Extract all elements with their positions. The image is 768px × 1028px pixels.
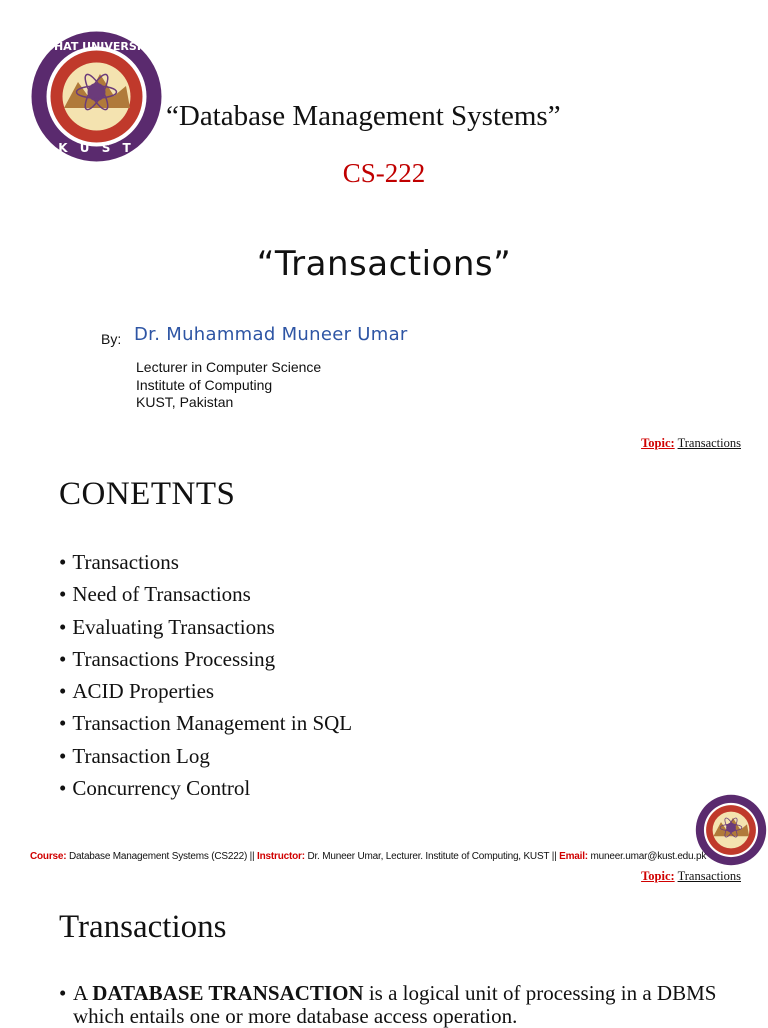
affiliation-line: KUST, Pakistan xyxy=(136,394,234,410)
slide-title: “Transactions” xyxy=(256,244,512,284)
list-item: • Transaction Log xyxy=(59,742,352,774)
para-rest: is a logical unit of processing in a DBMS which entails one or more database access operation. xyxy=(73,981,717,1028)
list-item: • Concurrency Control xyxy=(59,774,352,806)
by-label: By: xyxy=(101,331,122,347)
course-title: “Database Management Systems” xyxy=(166,100,561,132)
topic-tag xyxy=(641,869,741,884)
footer-course-value: Database Management Systems (CS222) || xyxy=(68,851,255,862)
bullet-icon: • xyxy=(59,981,67,1005)
topic-label: Topic: xyxy=(641,436,675,450)
topic-tag xyxy=(641,436,741,451)
logo-bottom-letters: K U S T xyxy=(58,141,135,155)
para-bold-term: DATABASE TRANSACTION xyxy=(92,981,364,1005)
list-item: • Evaluating Transactions xyxy=(59,613,352,645)
para-prefix: A xyxy=(73,981,93,1005)
topic-value: Transactions xyxy=(677,436,741,450)
affiliation-line: Institute of Computing xyxy=(136,376,273,393)
footer-email-value: muneer.umar@kust.edu.pk xyxy=(590,851,707,862)
footer-course-label: Course: xyxy=(30,851,67,862)
section-heading: Transactions xyxy=(59,909,227,945)
contents-list xyxy=(59,548,352,806)
list-item: • ACID Properties xyxy=(59,677,352,709)
course-code: CS-222 xyxy=(342,158,426,188)
list-item: • Transactions Processing xyxy=(59,645,352,677)
university-logo xyxy=(30,30,163,163)
list-item: • Transactions xyxy=(59,548,352,580)
footer-instructor-label: Instructor: xyxy=(257,851,305,862)
slide-footer xyxy=(30,851,706,862)
logo-ring-text: KOHAT UNIVERSITY xyxy=(36,40,157,53)
list-item: • Transaction Management in SQL xyxy=(59,709,352,741)
author-affiliation xyxy=(136,359,321,412)
topic-label: Topic: xyxy=(641,869,675,883)
affiliation-line: Lecturer in Computer Science xyxy=(136,359,322,375)
definition-paragraph xyxy=(59,982,719,1028)
list-item: • Need of Transactions xyxy=(59,580,352,612)
topic-value: Transactions xyxy=(677,869,741,883)
footer-email-label: Email: xyxy=(559,851,588,862)
author-name: Dr. Muhammad Muneer Umar xyxy=(134,324,408,345)
contents-heading: CONETNTS xyxy=(59,476,236,512)
footer-instructor-value: Dr. Muneer Umar, Lecturer. Institute of Computing, KUST || xyxy=(307,851,557,862)
